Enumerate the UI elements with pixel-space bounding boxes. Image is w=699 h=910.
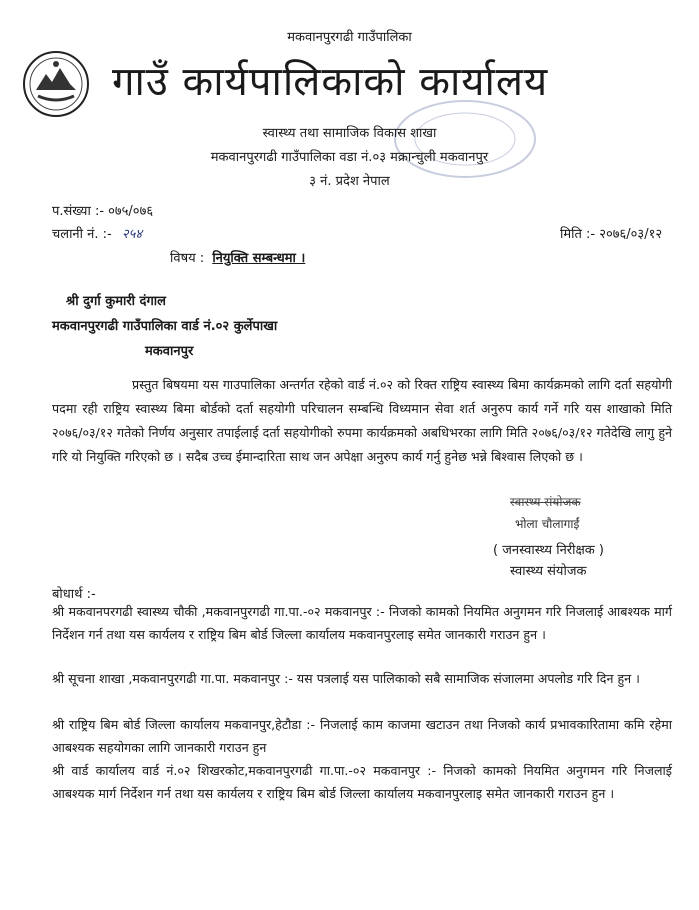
government-emblem — [22, 50, 90, 118]
signatory-designation: ( जनस्वास्थ्य निरीक्षक ) — [493, 543, 604, 558]
signature-stamp-text: स्वास्थ्य संयोजक — [510, 495, 581, 509]
office-title: गाउँ कार्यपालिकाको कार्यालय — [112, 59, 549, 105]
cc-item: श्री राष्ट्रिय बिम बोर्ड जिल्ला कार्यालय मकवानपुर,हेटौडा :- निजलाई काम काजमा खटाउन तथा निजको कार्य प्रभावकारितामा कमि रहेमा आबश्यक सहयोगका लागि जानकारी गराउन हुन — [52, 717, 672, 755]
subject-row — [170, 248, 305, 266]
subject-label: विषय : — [170, 251, 205, 266]
patra-sankhya: प.संख्या :- ०७५/०७६ — [52, 204, 154, 219]
chalani-row — [52, 224, 142, 242]
municipality-name: मकवानपुरगढी गाउँपालिका — [287, 30, 412, 45]
office-address: मकवानपुरगढी गाउँपालिका वडा नं.०३ मक्रान्चुली मकवानपुर — [210, 150, 489, 165]
cc-item: श्री वार्ड कार्यालय वार्ड नं.०२ शिखरकोट,मकवानपुरगढी गा.पा.-०२ मकवानपुर :- निजको कामको नियमित अनुगमन गरि निजलाई आबश्यक मार्ग निर्देशन गर्न तथा यस कार्यलय र राष्ट्रिय बिम बोर्ड जिल्ला कार्यालय मकवानपुरलाइ समेत जानकारी गराउन हुन । — [52, 763, 672, 801]
body-paragraph: प्रस्तुत बिषयमा यस गाउपालिका अन्तर्गत रहेको वार्ड नं.०२ को रिक्त राष्ट्रिय स्वास्थ्य बिमा कार्यक्रमको लागि दर्ता सहयोगी पदमा रही राष्ट्रिय स्वास्थ्य बिमा बोर्डको दर्ता सहयोगी परिचालन सम्बन्धि विध्यमान सेवा शर्त अनुरुप कार्य गर्ने गरि यस शाखाको मिति २०७६/०३/१२ गतेको निर्णय अनुसार तपाईलाई दर्ता सहयोगीको रुपमा कार्यक्रमको अबधिभरका लागि मिति २०७६/०३/१२ गतेदेखि लागु हुने गरि यो नियुक्ति गरिएको छ । सदैब उच्च ईमान्दारिता साथ जन अपेक्षा अनुरुप कार्य गर्नु हुनेछ भन्ने बिश्वास लिएको छ । — [52, 377, 672, 464]
recipient-name: श्री दुर्गा कुमारी दंगाल — [66, 294, 166, 309]
province-line: ३ नं. प्रदेश नेपाल — [309, 174, 390, 189]
signatory-role: स्वास्थ्य संयोजक — [510, 564, 587, 579]
recipient-address: मकवानपुरगढी गाउँपालिका वार्ड नं.०२ कुर्लेपाखा — [52, 319, 278, 334]
signatory-name: भोला चौलागाईं — [515, 517, 580, 531]
cc-item: श्री सूचना शाखा ,मकवानपुरगढी गा.पा. मकवानपुर :- यस पत्रलाई यस पालिकाको सबै सामाजिक संजालमा अपलोड गरि दिन हुन । — [52, 671, 640, 686]
chalani-number: २५४ — [121, 227, 143, 242]
section-name: स्वास्थ्य तथा सामाजिक विकास शाखा — [262, 126, 437, 141]
recipient-district: मकवानपुर — [145, 344, 194, 359]
chalani-label: चलानी नं. :- — [52, 227, 112, 242]
subject-text: नियुक्ति सम्बन्धमा । — [212, 251, 306, 266]
cc-label: बोधार्थ :- — [52, 587, 96, 602]
date: मिति :- २०७६/०३/१२ — [560, 227, 663, 242]
cc-item: श्री मकवानपरगढी स्वास्थ्य चौकी ,मकवानपुरगढी गा.पा.-०२ मकवानपुर :- निजको कामको नियमित अनुगमन गरि निजलाई आबश्यक मार्ग निर्देशन गर्न तथा यस कार्यलय र राष्ट्रिय बिम बोर्ड जिल्ला कार्यालय मकवानपुरलाइ समेत जानकारी गराउन हुन । — [52, 604, 672, 642]
